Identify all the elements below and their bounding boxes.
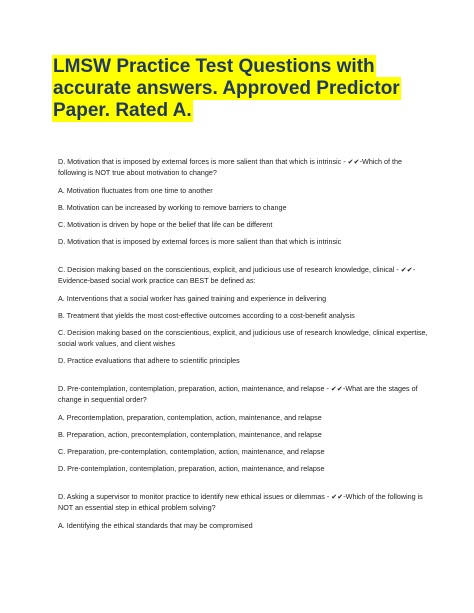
answer-option: D. Pre-contemplation, contemplation, preparation, action, maintenance, and relapse [58,464,325,473]
answer-option: C. Preparation, pre-contemplation, contemplation, action, maintenance, and relapse [58,447,325,456]
question-prompt: D. Motivation that is imposed by external forces is more salient than that which is intrinsic - ✔✔-Which of the following is NOT true about motivation to change? [58,157,403,177]
answer-option: D. Motivation that is imposed by external forces is more salient than that which is intrinsic [58,237,342,246]
document-title [52,56,412,122]
question-prompt: C. Decision making based on the conscientious, explicit, and judicious use of research knowledge, clinical - ✔✔-Evidence-based social work practice can BEST be defined as: [58,265,416,285]
title-highlight: LMSW Practice Test Questions with accurate answers. Approved Predictor Paper. Rated A. [53,56,400,121]
question-prompt: D. Pre-contemplation, contemplation, preparation, action, maintenance, and relapse - ✔✔-What are the stages of change in sequential order? [58,384,418,404]
question-block-2 [58,264,428,366]
answer-option: C. Decision making based on the conscientious, explicit, and judicious use of research knowledge, clinical expertise, social work values, and client wishes [58,328,428,348]
question-list [58,156,428,548]
question-block-4 [58,491,428,531]
answer-option: A. Motivation fluctuates from one time to another [58,186,213,195]
answer-option: B. Motivation can be increased by working to remove barriers to change [58,203,287,212]
answer-option: A. Interventions that a social worker has gained training and experience in delivering [58,294,327,303]
answer-option: B. Preparation, action, precontemplation, contemplation, maintenance, and relapse [58,430,322,439]
question-block-3 [58,383,428,474]
question-block-1 [58,156,428,247]
question-prompt: D. Asking a supervisor to monitor practice to identify new ethical issues or dilemmas - ✔✔-Which of the following is NOT an essential step in ethical problem solving? [58,492,423,512]
answer-option: A. Identifying the ethical standards that may be compromised [58,521,253,530]
answer-option: A. Precontemplation, preparation, contemplation, action, maintenance, and relapse [58,413,322,422]
answer-option: D. Practice evaluations that adhere to scientific principles [58,356,240,365]
answer-option: B. Treatment that yields the most cost-effective outcomes according to a cost-benefit analysis [58,311,355,320]
answer-option: C. Motivation is driven by hope or the belief that life can be different [58,220,273,229]
